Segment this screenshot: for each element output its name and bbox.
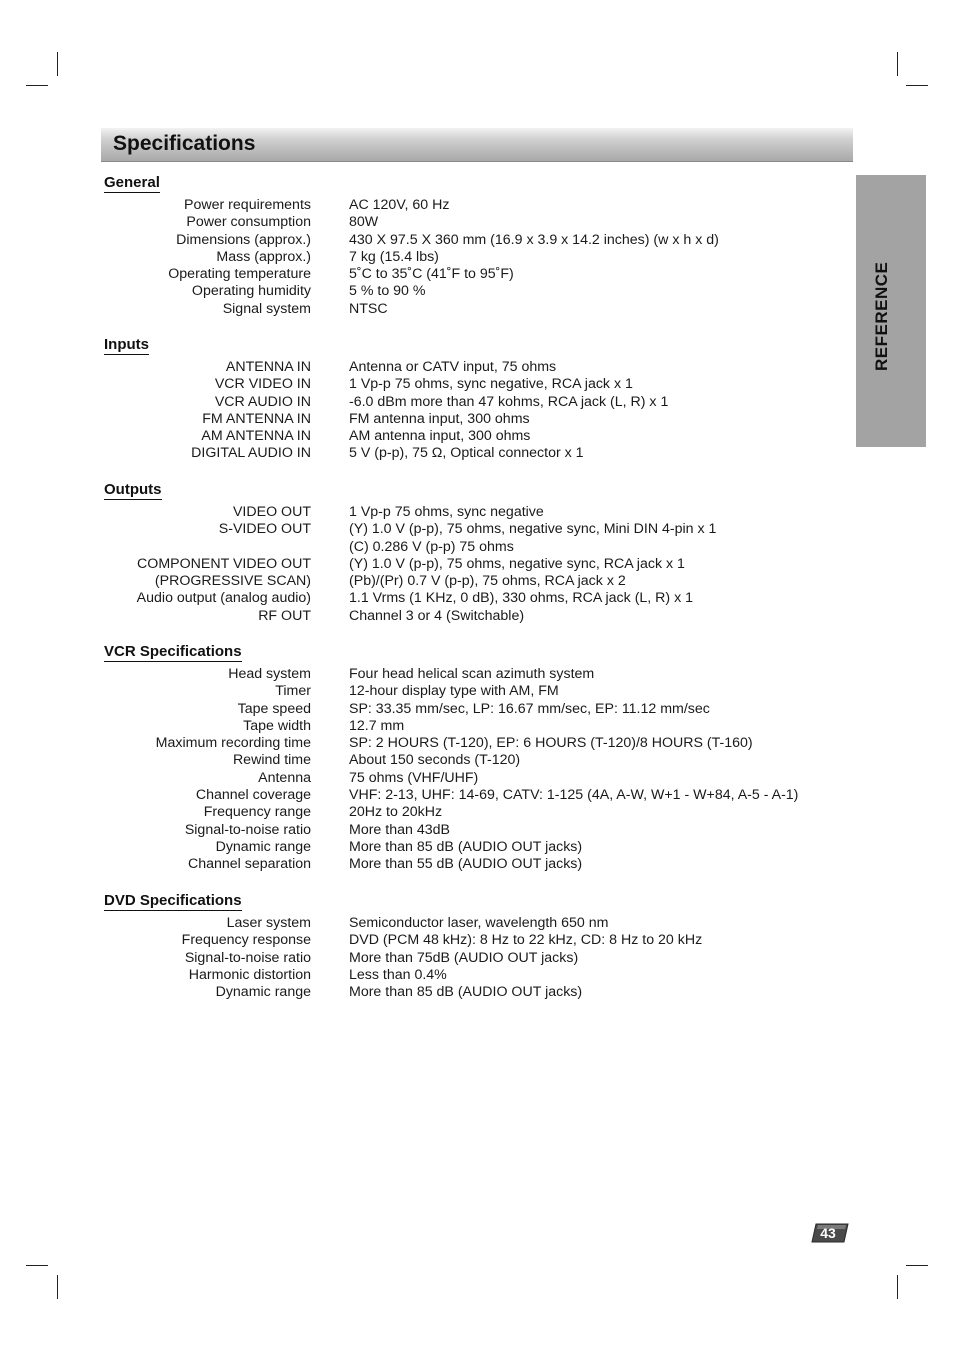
spec-value: 80W [349, 214, 379, 231]
spec-label: Audio output (analog audio) [136, 590, 311, 607]
spec-row [104, 856, 844, 873]
spec-label: ANTENNA IN [225, 359, 311, 375]
spec-value: 7 kg (15.4 lbs) [349, 248, 439, 265]
spec-value: (Y) 1.0 V (p-p), 75 ohms, negative sync, RCA jack x 1 [349, 555, 685, 572]
spec-row [104, 950, 844, 967]
spec-label: Antenna [258, 769, 311, 786]
spec-value: NTSC [349, 300, 388, 317]
spec-row [104, 232, 844, 249]
spec-row [104, 608, 844, 625]
spec-label: Timer [275, 683, 311, 700]
spec-row [104, 683, 844, 700]
spec-value: Four head helical scan azimuth system [349, 666, 595, 682]
section-heading: DVD Specifications [104, 892, 242, 909]
spec-label: Dimensions (approx.) [176, 231, 311, 248]
spec-value: (C) 0.286 V (p-p) 75 ohms [349, 538, 514, 555]
spec-label: FM ANTENNA IN [202, 410, 311, 427]
crop-mark [57, 52, 58, 76]
spec-label: Dynamic range [215, 984, 311, 1001]
spec-row [104, 822, 844, 839]
spec-value: More than 43dB [349, 821, 450, 838]
spec-value: More than 85 dB (AUDIO OUT jacks) [349, 984, 583, 1001]
spec-row [104, 932, 844, 949]
crop-mark [26, 85, 48, 86]
spec-row [104, 839, 844, 856]
crop-mark [906, 85, 928, 86]
spec-label: Maximum recording time [155, 735, 311, 752]
page-title: Specifications [113, 132, 256, 155]
spec-value: 1 Vp-p 75 ohms, sync negative [349, 504, 544, 520]
spec-value: Channel 3 or 4 (Switchable) [349, 607, 525, 624]
spec-label: Signal-to-noise ratio [184, 949, 311, 966]
spec-label: Power requirements [184, 197, 311, 213]
spec-row [104, 752, 844, 769]
spec-value: 5 V (p-p), 75 Ω, Optical connector x 1 [349, 445, 584, 462]
section-inputs [104, 336, 844, 463]
spec-label: VCR AUDIO IN [214, 393, 311, 410]
side-tab-label: REFERENCE [872, 261, 891, 371]
spec-row [104, 394, 844, 411]
spec-row [104, 521, 844, 538]
spec-label: Operating humidity [191, 283, 311, 300]
spec-value: FM antenna input, 300 ohms [349, 410, 530, 427]
section-heading: General [104, 174, 160, 191]
crop-mark [57, 1275, 58, 1299]
spec-row [104, 701, 844, 718]
spec-label: RF OUT [258, 607, 311, 624]
spec-row [104, 249, 844, 266]
spec-value: AM antenna input, 300 ohms [349, 428, 531, 445]
spec-label: VIDEO OUT [232, 504, 311, 520]
spec-row [104, 359, 844, 376]
spec-label: Dynamic range [215, 838, 311, 855]
spec-row [104, 573, 844, 590]
spec-label: Signal system [222, 300, 311, 317]
page-number: 43 [820, 1225, 836, 1241]
spec-label: (PROGRESSIVE SCAN) [154, 573, 311, 590]
spec-value: Semiconductor laser, wavelength 650 nm [349, 915, 609, 931]
spec-label: S-VIDEO OUT [218, 521, 311, 538]
spec-label: Operating temperature [168, 266, 311, 283]
spec-value: More than 85 dB (AUDIO OUT jacks) [349, 838, 583, 855]
spec-row [104, 301, 844, 318]
section-outputs [104, 481, 844, 625]
spec-row [104, 787, 844, 804]
section-heading: VCR Specifications [104, 643, 242, 660]
page-number-badge [810, 1222, 850, 1244]
spec-row [104, 539, 844, 556]
section-dvd-specifications [104, 892, 844, 1001]
crop-mark [906, 1265, 928, 1266]
spec-value: VHF: 2-13, UHF: 14-69, CATV: 1-125 (4A, A-W, W+1 - W+84, A-5 - A-1) [349, 787, 799, 804]
crop-mark [897, 1275, 898, 1299]
spec-row [104, 735, 844, 752]
spec-label: AM ANTENNA IN [201, 428, 311, 445]
spec-label: Harmonic distortion [188, 966, 311, 983]
section-general [104, 174, 844, 318]
spec-value: AC 120V, 60 Hz [349, 197, 450, 213]
spec-value: 75 ohms (VHF/UHF) [349, 769, 479, 786]
spec-row [104, 770, 844, 787]
spec-row [104, 666, 844, 683]
spec-row [104, 376, 844, 393]
spec-value: SP: 2 HOURS (T-120), EP: 6 HOURS (T-120)/8 HOURS (T-160) [349, 735, 753, 752]
spec-row [104, 718, 844, 735]
spec-value: 20Hz to 20kHz [349, 804, 443, 821]
spec-value: 5˚C to 35˚C (41˚F to 95˚F) [349, 266, 514, 283]
spec-label: Rewind time [232, 752, 311, 769]
spec-label: DIGITAL AUDIO IN [191, 445, 311, 462]
spec-label: Power consumption [186, 214, 311, 231]
spec-label: Frequency response [181, 932, 311, 949]
spec-value: 1.1 Vrms (1 KHz, 0 dB), 330 ohms, RCA jack (L, R) x 1 [349, 590, 694, 607]
spec-row [104, 411, 844, 428]
spec-value: 430 X 97.5 X 360 mm (16.9 x 3.9 x 14.2 inches) (w x h x d) [349, 231, 719, 248]
spec-value: -6.0 dBm more than 47 kohms, RCA jack (L, R) x 1 [349, 393, 669, 410]
spec-row [104, 428, 844, 445]
spec-label: Signal-to-noise ratio [184, 821, 311, 838]
spec-value: 1 Vp-p 75 ohms, sync negative, RCA jack x 1 [349, 376, 633, 393]
spec-label: Channel separation [187, 856, 311, 873]
spec-value: About 150 seconds (T-120) [349, 752, 521, 769]
crop-mark [26, 1265, 48, 1266]
spec-label: Mass (approx.) [216, 248, 311, 265]
title-bar [101, 128, 853, 162]
spec-row [104, 804, 844, 821]
spec-row [104, 590, 844, 607]
section-vcr-specifications [104, 643, 844, 874]
spec-label: Frequency range [203, 804, 311, 821]
spec-value: 12.7 mm [349, 717, 405, 734]
spec-label: Tape width [243, 717, 311, 734]
section-heading: Outputs [104, 481, 162, 498]
spec-label: COMPONENT VIDEO OUT [137, 555, 311, 572]
spec-row [104, 266, 844, 283]
spec-value: SP: 33.35 mm/sec, LP: 16.67 mm/sec, EP: 11.12 mm/sec [349, 700, 710, 717]
spec-label: VCR VIDEO IN [214, 376, 311, 393]
spec-label: Channel coverage [195, 787, 311, 804]
spec-value: DVD (PCM 48 kHz): 8 Hz to 22 kHz, CD: 8 Hz to 20 kHz [349, 932, 703, 949]
spec-row [104, 283, 844, 300]
spec-value: (Pb)/(Pr) 0.7 V (p-p), 75 ohms, RCA jack x 2 [349, 573, 626, 590]
spec-row [104, 915, 844, 932]
spec-row [104, 504, 844, 521]
spec-label: Tape speed [237, 700, 311, 717]
spec-row [104, 445, 844, 462]
spec-value: Antenna or CATV input, 75 ohms [349, 359, 557, 375]
spec-label: Laser system [226, 915, 311, 931]
spec-row [104, 556, 844, 573]
spec-row [104, 197, 844, 214]
spec-value: 5 % to 90 % [349, 283, 426, 300]
spec-row [104, 967, 844, 984]
spec-value: More than 75dB (AUDIO OUT jacks) [349, 949, 579, 966]
spec-value: (Y) 1.0 V (p-p), 75 ohms, negative sync, Mini DIN 4-pin x 1 [349, 521, 717, 538]
spec-value: Less than 0.4% [349, 966, 447, 983]
spec-label: Head system [228, 666, 311, 682]
spec-row [104, 214, 844, 231]
spec-value: 12-hour display type with AM, FM [349, 683, 559, 700]
reference-side-tab [856, 175, 926, 447]
crop-mark [897, 52, 898, 76]
spec-value: More than 55 dB (AUDIO OUT jacks) [349, 856, 583, 873]
section-heading: Inputs [104, 336, 149, 353]
spec-row [104, 984, 844, 1001]
